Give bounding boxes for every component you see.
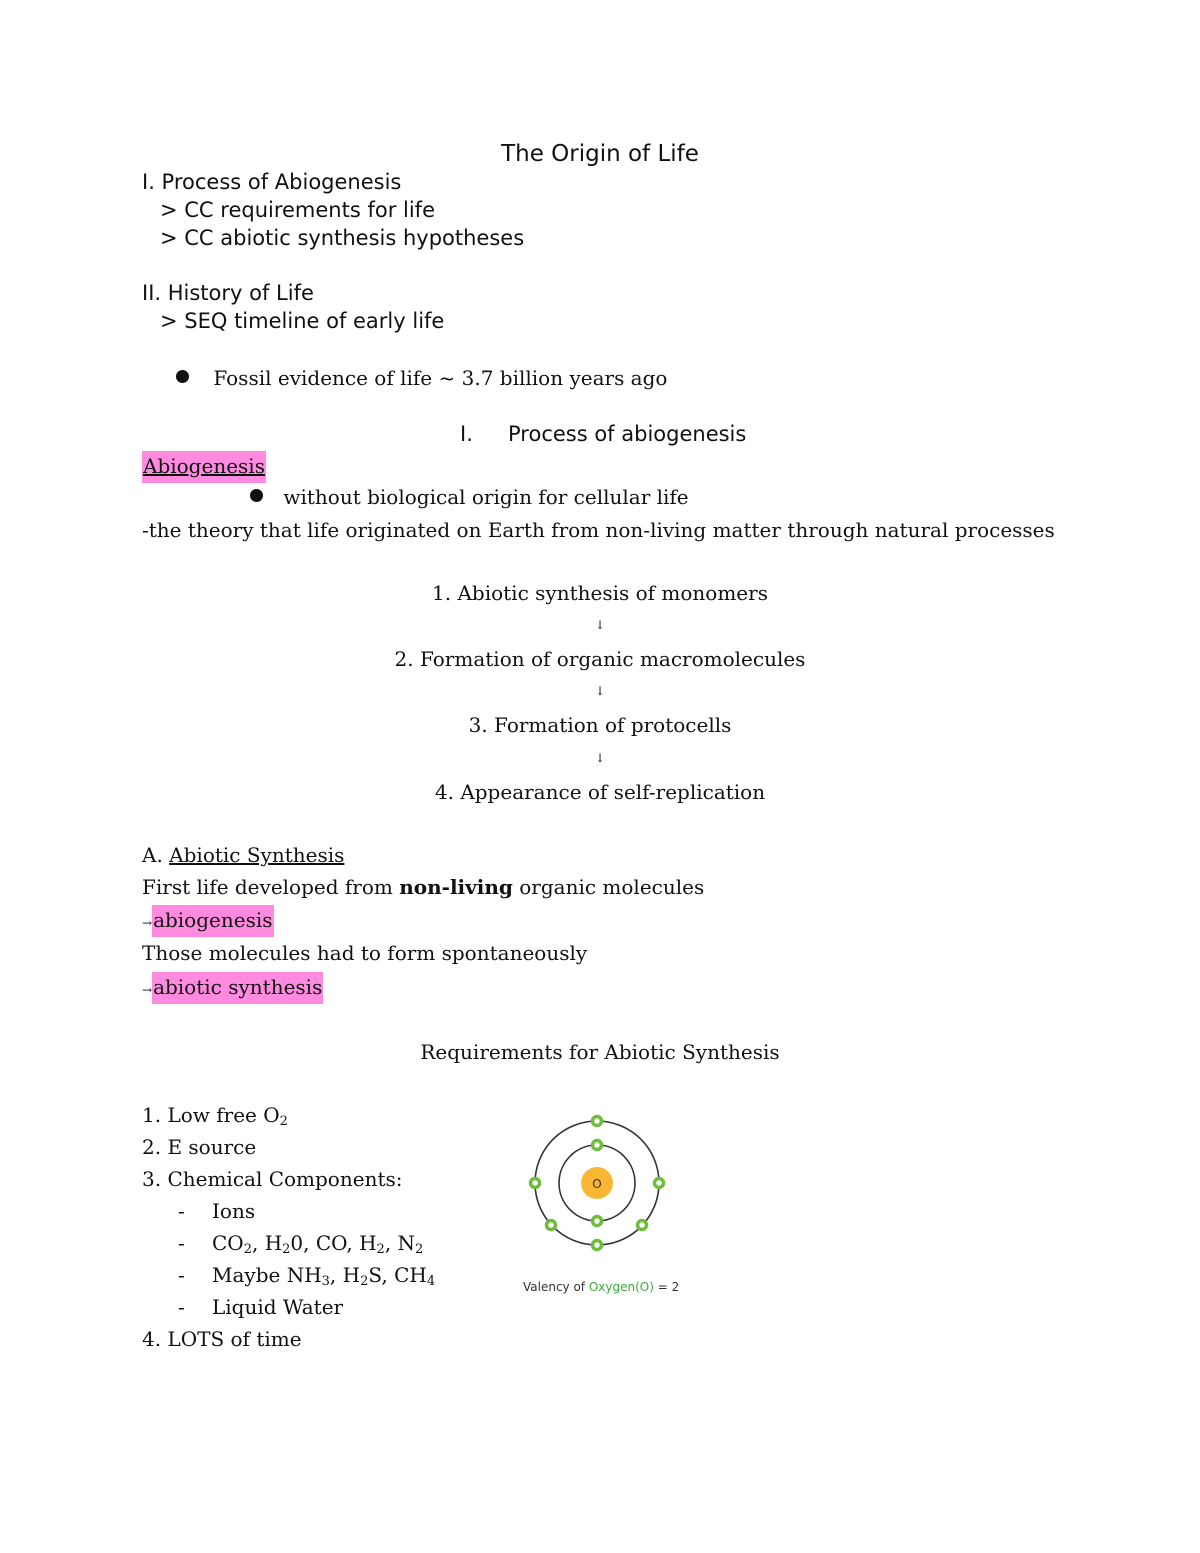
section-heading: Process of abiogenesis: [508, 422, 747, 446]
text-span: Maybe NH: [212, 1263, 322, 1287]
electron: [655, 1179, 664, 1188]
text-span: 0, CO, H: [290, 1231, 377, 1255]
requirement-1: [142, 1105, 288, 1128]
component-dash: -: [178, 1263, 185, 1287]
outline-item: > CC requirements for life: [160, 198, 435, 222]
subscript: 2: [243, 1242, 252, 1257]
component-dash: -: [178, 1295, 185, 1319]
step-4: 4. Appearance of self-replication: [434, 780, 766, 804]
caption-text: Valency of: [523, 1280, 589, 1294]
component-2: [212, 1233, 423, 1256]
term-highlight: abiotic synthesis: [152, 972, 323, 1004]
electron: [593, 1241, 602, 1250]
section-a-line-2: Those molecules had to form spontaneously: [142, 941, 588, 965]
outline-section-2: II. History of Life: [142, 281, 314, 305]
section-a-line-1: [142, 877, 704, 897]
text-span: organic molecules: [512, 875, 705, 899]
text-span: , H: [329, 1263, 361, 1287]
requirements-heading: Requirements for Abiotic Synthesis: [420, 1040, 780, 1064]
component-dash: -: [178, 1199, 185, 1223]
caption-highlight: Oxygen(O): [588, 1280, 654, 1294]
down-arrow-icon: ↓: [594, 684, 606, 698]
definition-bullet: [250, 487, 689, 507]
oxygen-atom-diagram: [520, 1108, 680, 1260]
text-span: CO: [212, 1231, 244, 1255]
term-highlight: Abiogenesis: [142, 451, 266, 483]
step-1: 1. Abiotic synthesis of monomers: [432, 581, 768, 605]
definition-bullet-text: without biological origin for cellular life: [283, 485, 689, 509]
down-arrow-icon: ↓: [594, 618, 606, 632]
requirement-4: 4. LOTS of time: [142, 1327, 302, 1351]
bullet-icon: [250, 489, 263, 502]
text-span: 1. Low free O: [142, 1103, 280, 1127]
subscript: 2: [360, 1274, 369, 1289]
component-1: Ions: [212, 1199, 256, 1223]
step-3: 3. Formation of protocells: [468, 713, 732, 737]
nucleus-label: O: [592, 1177, 602, 1191]
caption-text: = 2: [653, 1280, 680, 1294]
electron: [593, 1217, 602, 1226]
text-span: , H: [251, 1231, 283, 1255]
requirement-2: 2. E source: [142, 1135, 257, 1159]
electron: [547, 1221, 556, 1230]
component-dash: -: [178, 1231, 185, 1255]
bullet-icon: [176, 370, 189, 383]
section-a-title: Abiotic Synthesis: [169, 843, 345, 867]
subscript: 4: [426, 1274, 436, 1289]
fossil-note-text: Fossil evidence of life ~ 3.7 billion years ago: [213, 366, 668, 390]
text-span: , N: [384, 1231, 416, 1255]
electron: [531, 1179, 540, 1188]
requirement-3: 3. Chemical Components:: [142, 1167, 403, 1191]
subscript: 2: [376, 1242, 385, 1257]
figure-caption: [523, 1281, 679, 1293]
fossil-note: [176, 368, 667, 388]
subscript: 3: [321, 1274, 330, 1289]
term-highlight: abiogenesis: [152, 905, 273, 937]
component-3: [212, 1265, 435, 1288]
subscript: 2: [415, 1242, 424, 1257]
bold-term: non-living: [399, 875, 513, 899]
electron: [638, 1221, 647, 1230]
page-title: The Origin of Life: [501, 141, 699, 167]
arrow-abiotic-synthesis: [142, 977, 323, 997]
text-span: S, CH: [368, 1263, 427, 1287]
arrow-abiogenesis: [142, 910, 274, 930]
outline-item: > SEQ timeline of early life: [160, 309, 445, 333]
outline-section-1: I. Process of Abiogenesis: [142, 170, 402, 194]
text-span: First life developed from: [142, 875, 400, 899]
section-a-heading: [142, 845, 344, 865]
step-2: 2. Formation of organic macromolecules: [394, 647, 806, 671]
section-a-prefix: A.: [142, 843, 170, 867]
subscript: 2: [279, 1114, 288, 1129]
definition-text: -the theory that life originated on Earth from non-living matter through natural processes: [142, 518, 1055, 542]
outline-item: > CC abiotic synthesis hypotheses: [160, 226, 525, 250]
electron: [593, 1141, 602, 1150]
down-arrow-icon: ↓: [594, 751, 606, 765]
right-arrow-icon: →: [142, 916, 153, 930]
component-4: Liquid Water: [212, 1295, 344, 1319]
term-abiogenesis: [142, 456, 266, 476]
section-numeral: I.: [460, 422, 473, 446]
subscript: 2: [282, 1242, 291, 1257]
electron: [593, 1117, 602, 1126]
right-arrow-icon: →: [142, 983, 153, 997]
